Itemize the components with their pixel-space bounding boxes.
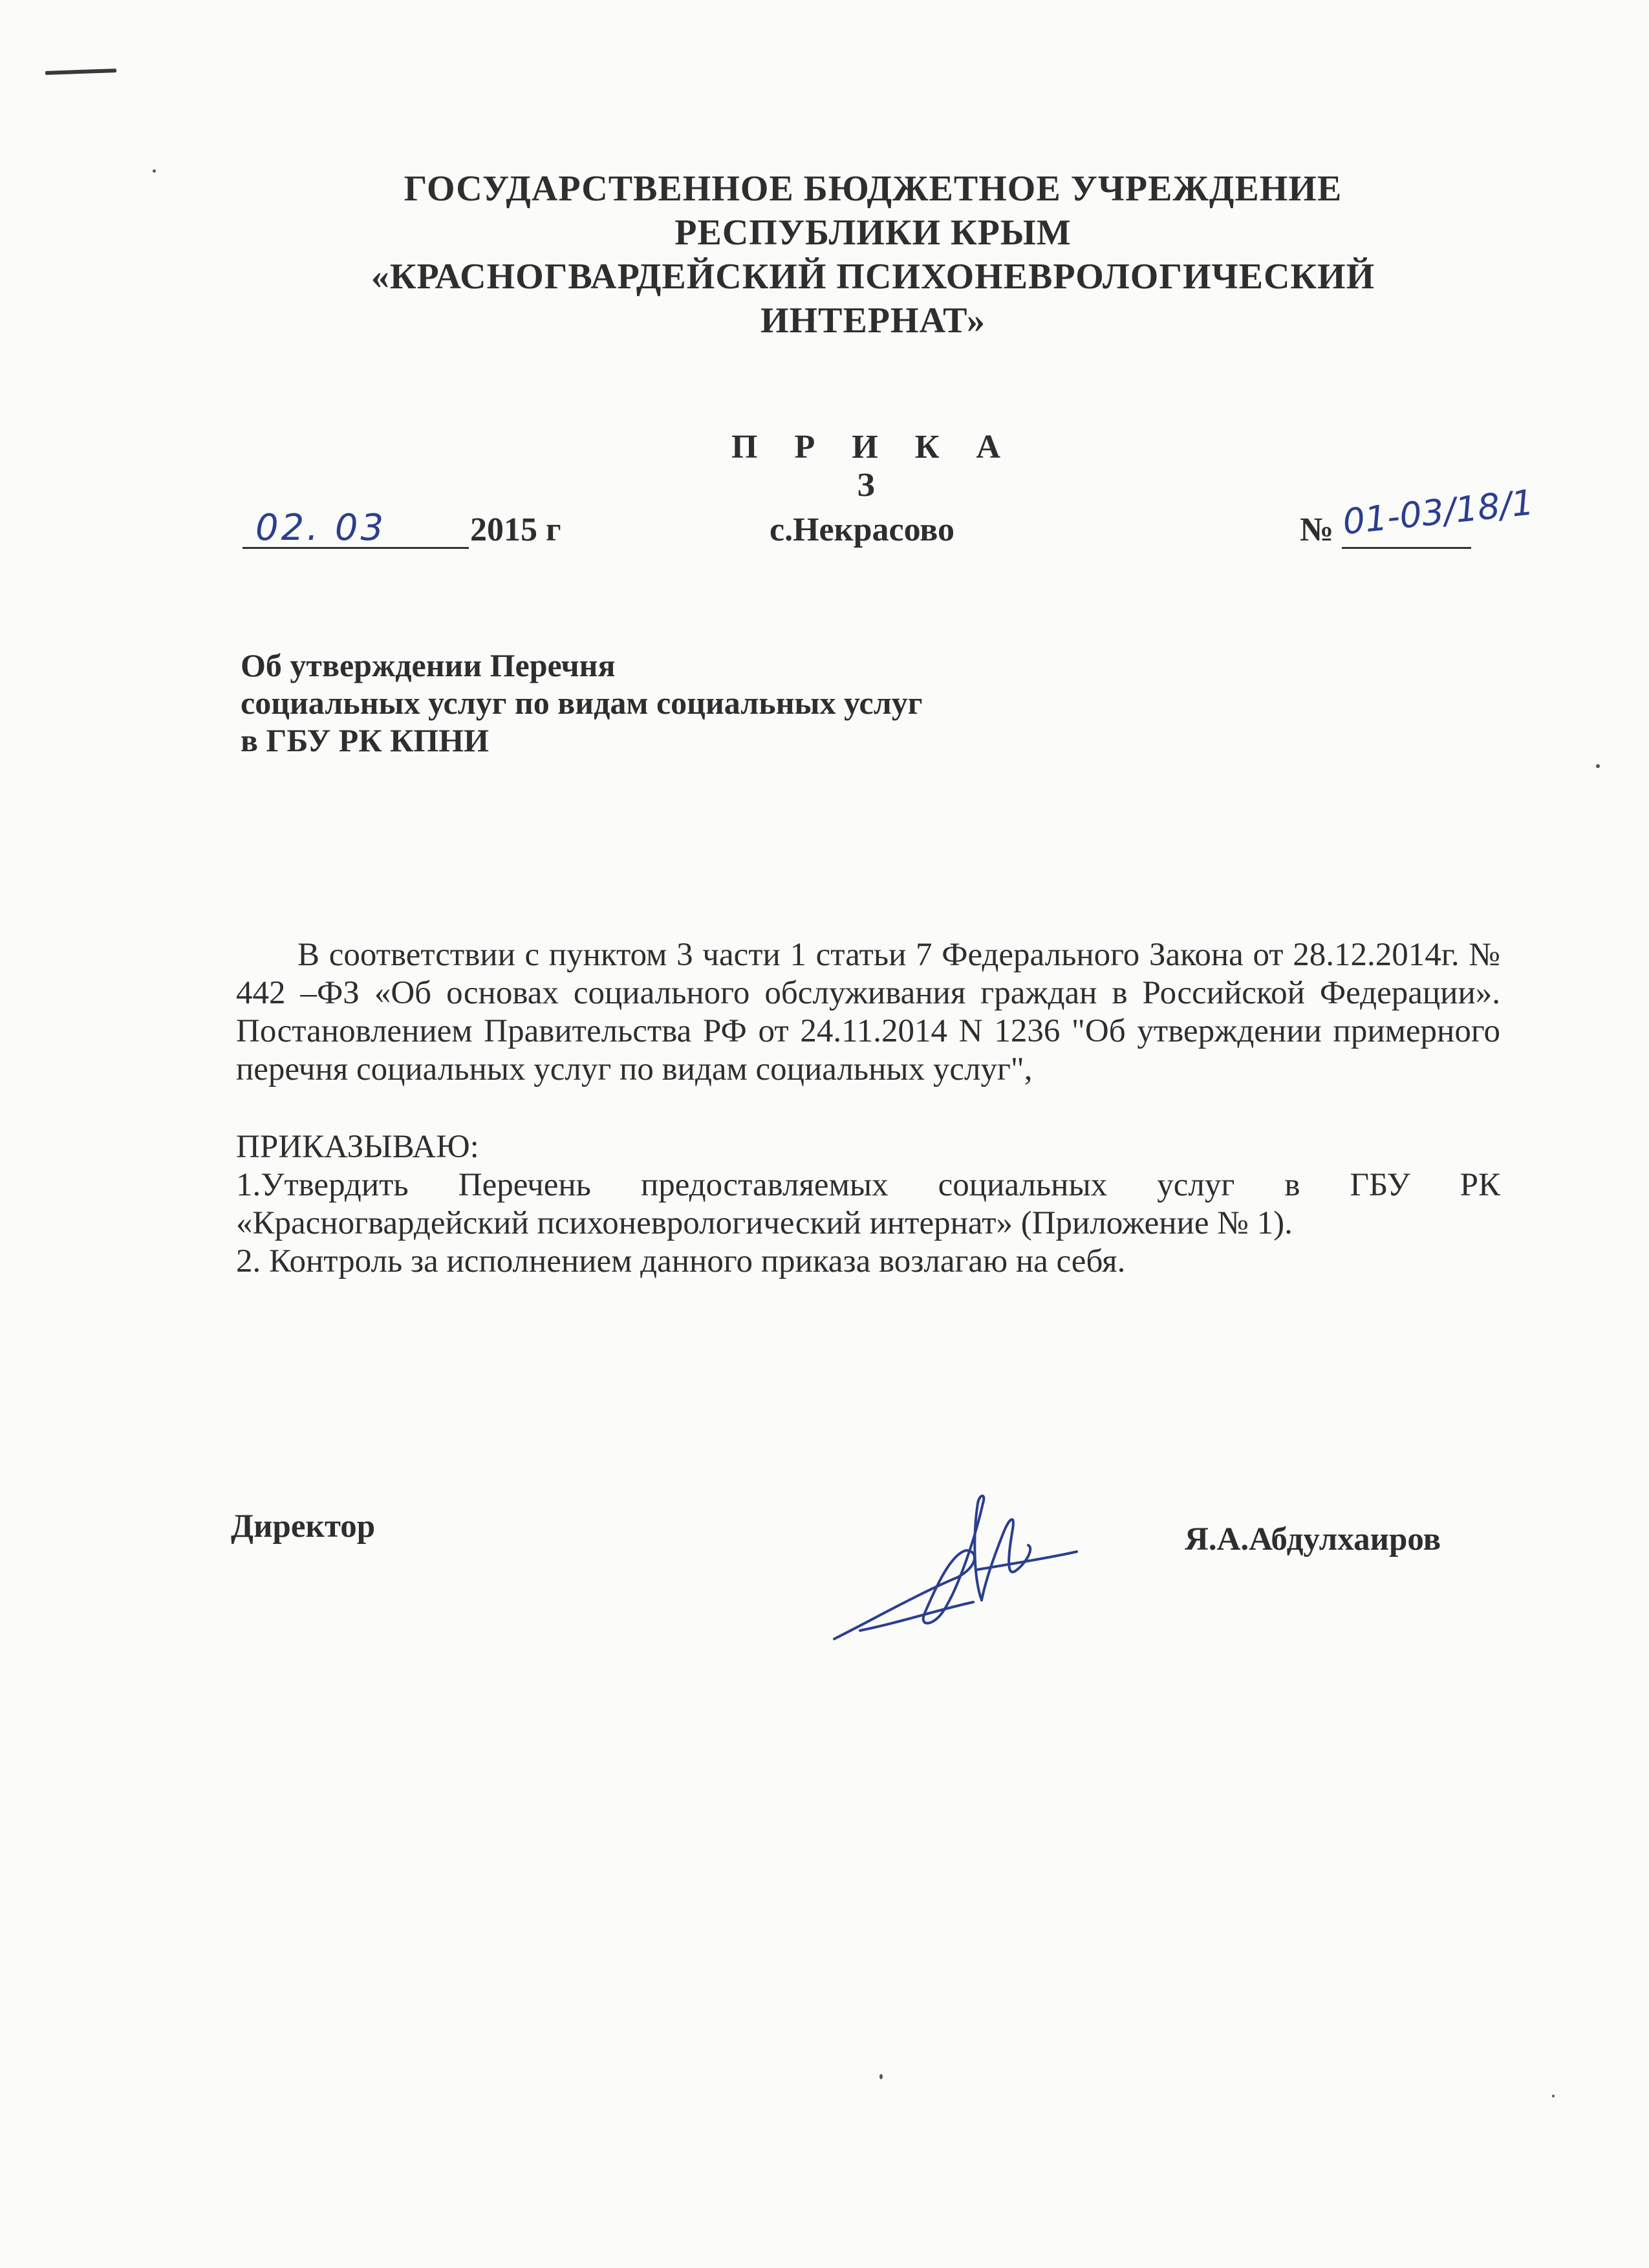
scan-speck bbox=[1552, 2095, 1555, 2097]
org-line-4: ИНТЕРНАТ» bbox=[760, 301, 986, 341]
order-meta-row bbox=[0, 482, 1649, 569]
number-label: № bbox=[1300, 511, 1334, 548]
org-line-3: «КРАСНОГВАРДЕЙСКИЙ ПСИХОНЕВРОЛОГИЧЕСКИЙ bbox=[371, 257, 1375, 297]
number-underline bbox=[1342, 547, 1471, 549]
order-item-2: 2. Контроль за исполнением данного приказа возлагаю на себя. bbox=[236, 1243, 1126, 1279]
order-item-1: 1.Утвердить Перечень предоставляемых социальных услуг в ГБУ РК «Красногвардейский психоневрологический интернат» (Приложение № 1). bbox=[236, 1167, 1500, 1241]
scan-speck bbox=[879, 2074, 883, 2079]
preamble-paragraph: В соответствии с пунктом 3 части 1 статьи 7 Федерального Закона от 28.12.2014г. № 442 –ФЗ «Об основах социального обслуживания граждан в Российской Федерации». Постановлением Правительства РФ от 24.11.2014 N 1236 "Об утверждении примерного перечня социальных услуг по видам социальных услуг", bbox=[236, 937, 1500, 1087]
org-line-1: ГОСУДАРСТВЕННОЕ БЮДЖЕТНОЕ УЧРЕЖДЕНИЕ bbox=[404, 169, 1342, 209]
signer-position: Директор bbox=[231, 1508, 376, 1545]
org-line-2: РЕСПУБЛИКИ КРЫМ bbox=[674, 213, 1072, 253]
subject-line-1: Об утверждении Перечня bbox=[241, 647, 616, 683]
document-type-title: П Р И К А З bbox=[731, 429, 1015, 504]
scan-speck bbox=[153, 169, 156, 173]
signer-name: Я.А.Абдулхаиров bbox=[1185, 1521, 1441, 1557]
order-subject bbox=[241, 647, 922, 759]
date-handwritten: 02. 03 bbox=[255, 507, 387, 549]
order-body bbox=[236, 936, 1500, 1281]
handwritten-signature bbox=[821, 1481, 1080, 1649]
subject-line-3: в ГБУ РК КПНИ bbox=[241, 722, 490, 758]
scan-speck bbox=[1596, 764, 1600, 768]
date-year: 2015 г bbox=[470, 511, 561, 548]
signature-block bbox=[0, 1500, 1649, 1668]
number-handwritten: 01-03/18/1 bbox=[1341, 482, 1536, 542]
organization-header bbox=[297, 167, 1449, 343]
scan-artifact-mark bbox=[45, 69, 116, 75]
order-word: ПРИКАЗЫВАЮ: bbox=[236, 1129, 479, 1165]
subject-line-2: социальных услуг по видам социальных услуг bbox=[241, 685, 923, 721]
place-name: с.Некрасово bbox=[770, 511, 954, 548]
